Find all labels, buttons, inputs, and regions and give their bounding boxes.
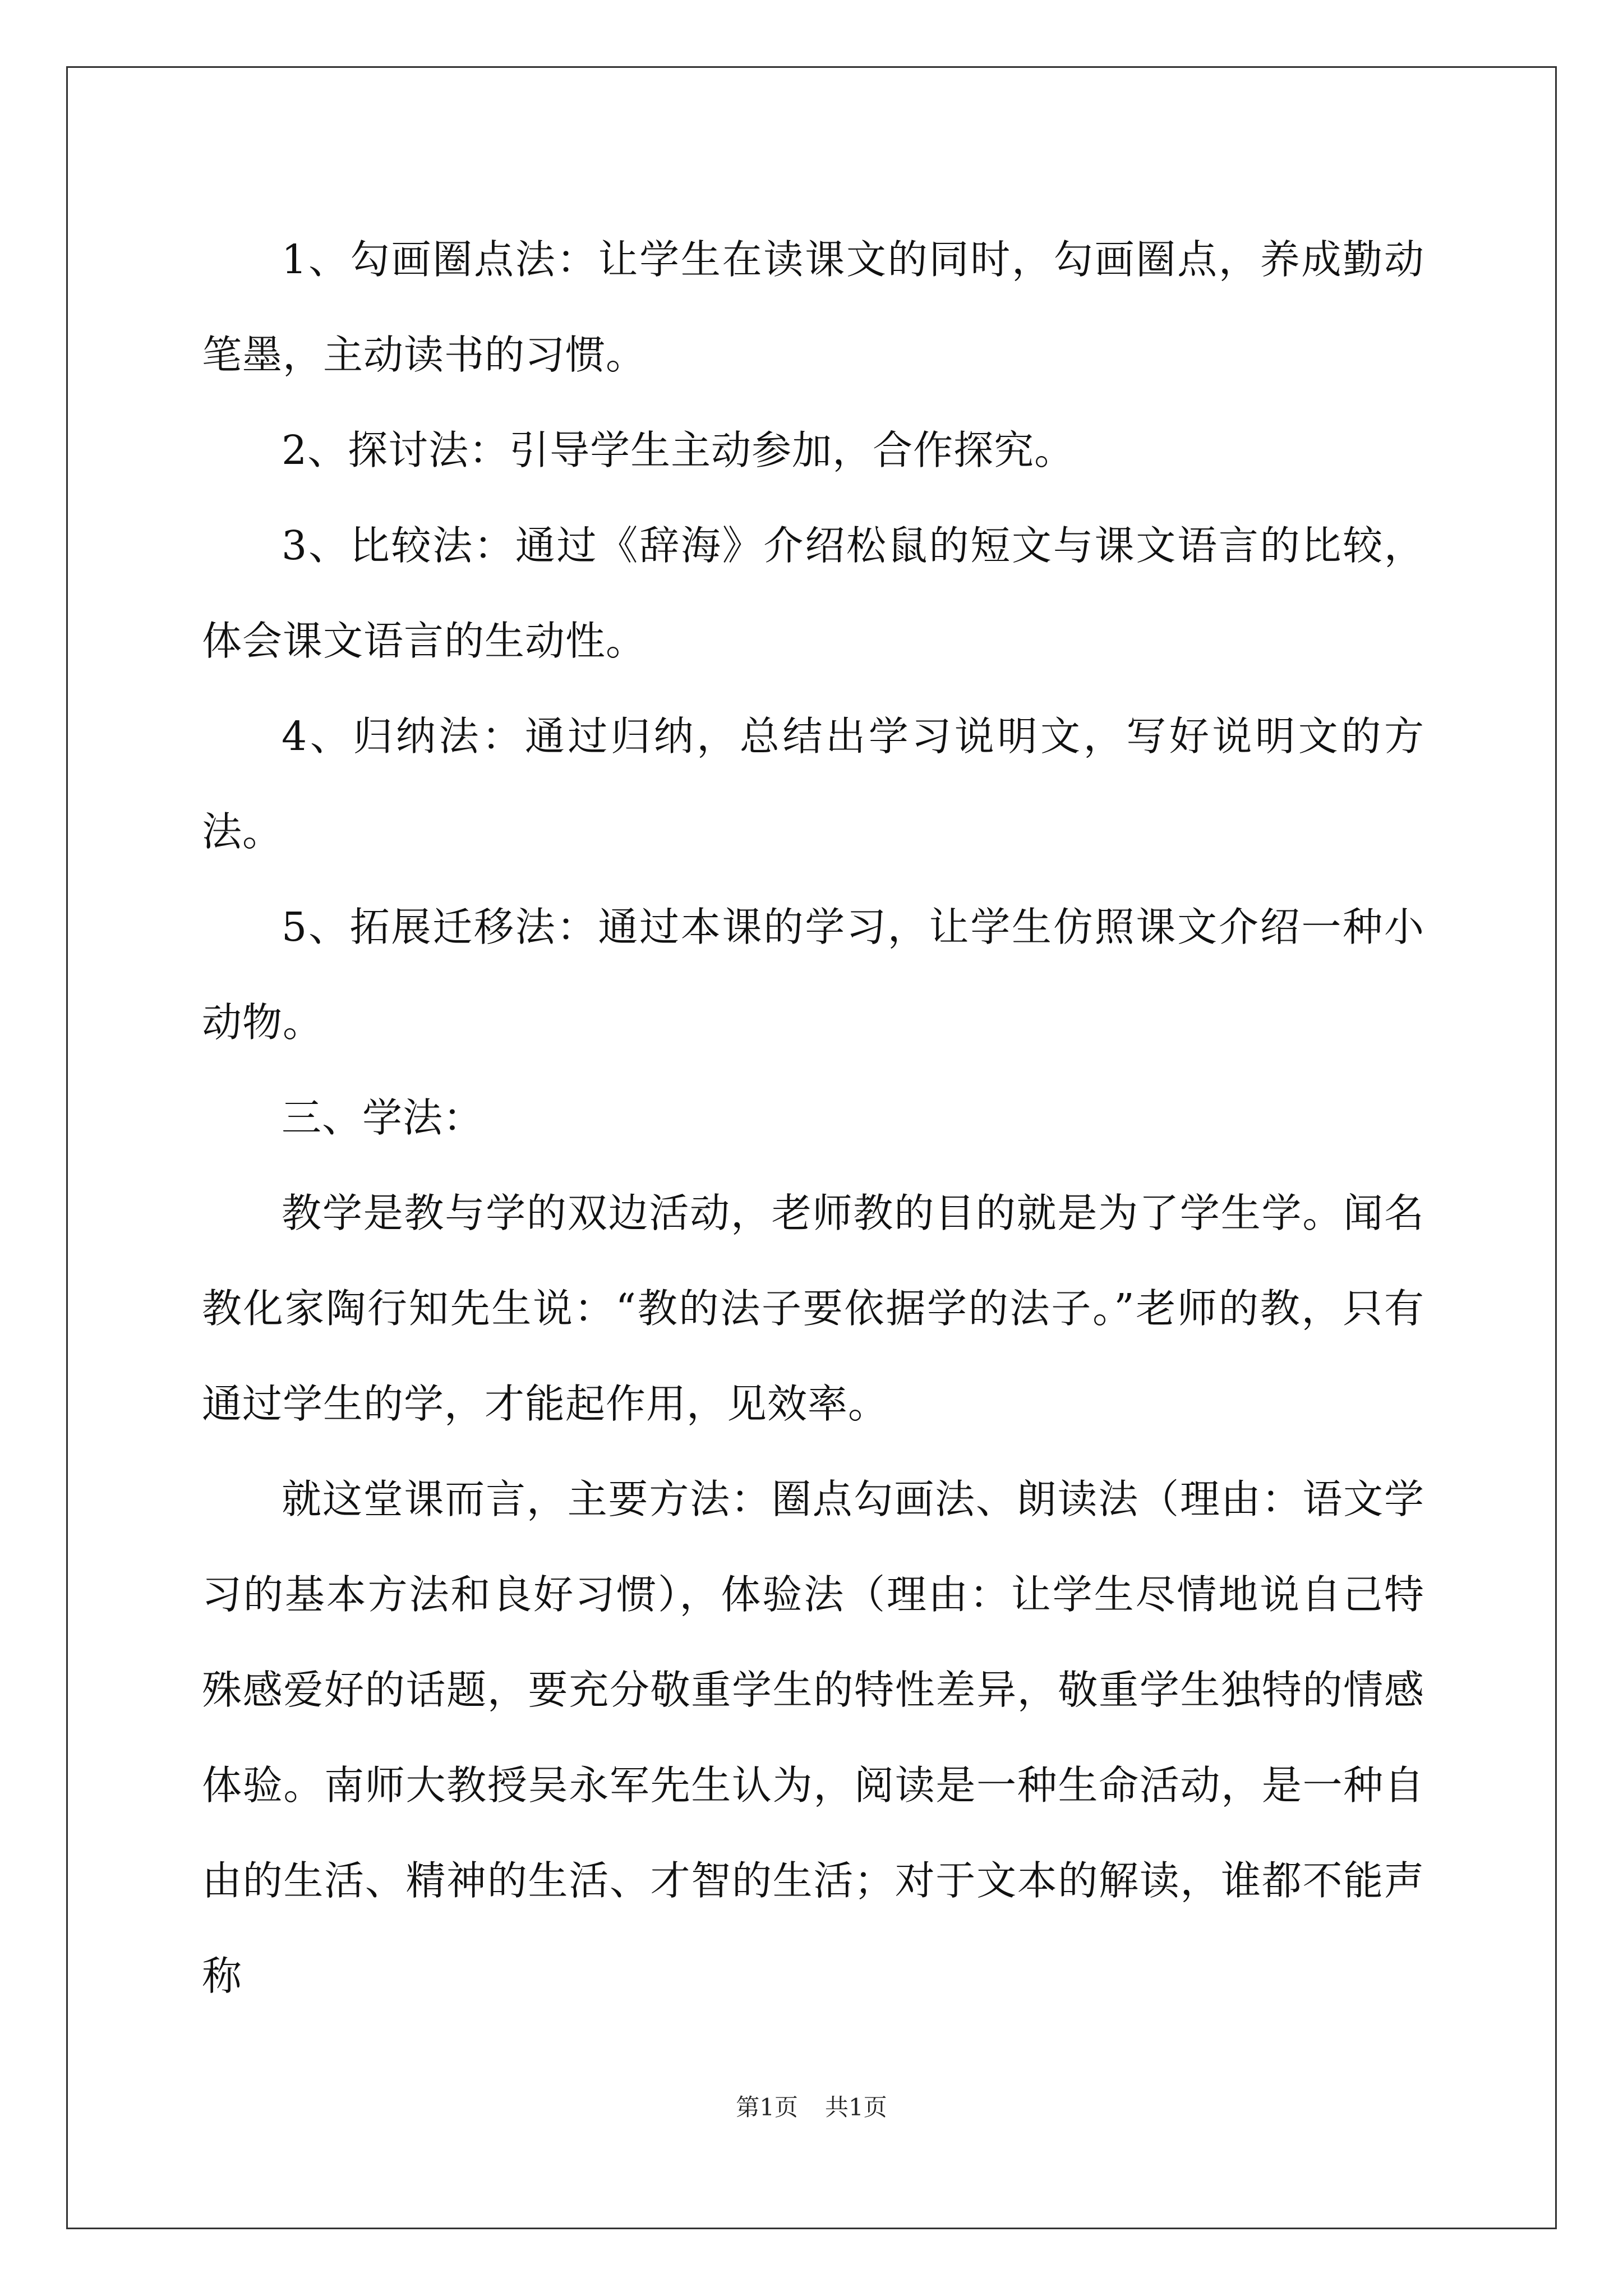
paragraph-method-2: 2、探讨法：引导学生主动参加，合作探究。 xyxy=(282,427,1075,473)
paragraph-method-4: 4、归纳法：通过归纳，总结出学习说明文，写好说明文的方法。 xyxy=(202,713,1424,855)
section-heading-study-methods: 三、学法： xyxy=(282,1094,484,1141)
paragraph-method-1: 1、勾画圈点法：让学生在读课文的同时，勾画圈点，养成勤动笔墨，主动读书的习惯。 xyxy=(202,236,1424,378)
paragraph-teaching-learning: 教学是教与学的双边活动，老师教的目的就是为了学生学。闻名教化家陶行知先生说：“教的法子要依据学的法子。”老师的教，只有通过学生的学，才能起作用，见效率。 xyxy=(202,1190,1424,1427)
paragraph-class-methods: 就这堂课而言，主要方法：圈点勾画法、朗读法（理由：语文学习的基本方法和良好习惯），体验法（理由：让学生尽情地说自己特殊感爱好的话题，要充分敬重学生的特性差异，敬重学生独特的情感体验。南师大教授吴永军先生认为，阅读是一种生命活动，是一种自由的生活、精神的生活、才智的生活；对于文本的解读，谁都不能声称 xyxy=(202,1476,1424,1999)
page-number-current: 第1页 xyxy=(736,2093,798,2121)
page-footer xyxy=(0,2089,1623,2123)
paragraph-method-5: 5、拓展迁移法：通过本课的学习，让学生仿照课文介绍一种小动物。 xyxy=(202,904,1424,1046)
page-number-total: 共1页 xyxy=(825,2093,887,2121)
document-body xyxy=(202,212,1424,2024)
paragraph-method-3: 3、比较法：通过《辞海》介绍松鼠的短文与课文语言的比较，体会课文语言的生动性。 xyxy=(202,522,1424,664)
